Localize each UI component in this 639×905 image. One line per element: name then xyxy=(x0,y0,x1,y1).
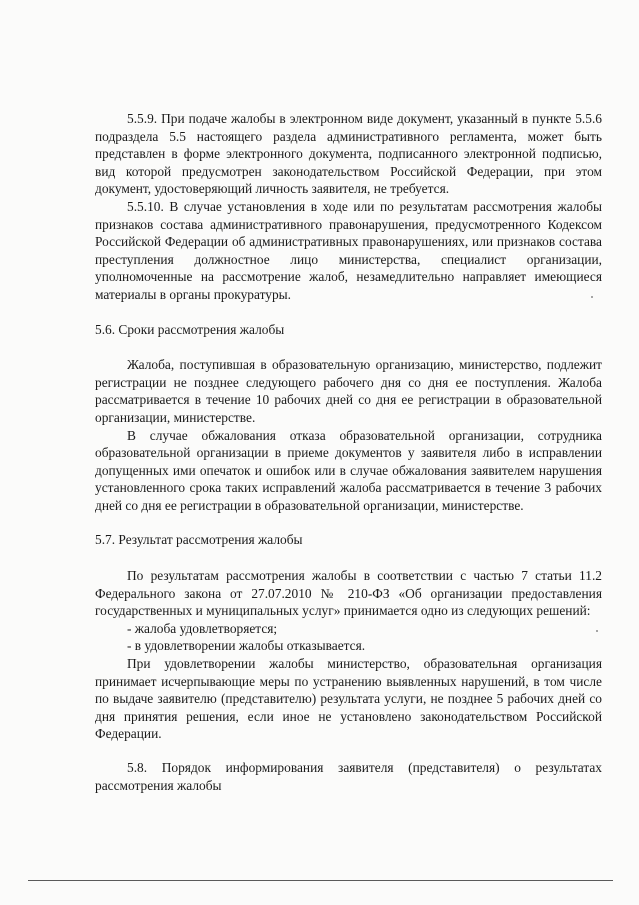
document-body xyxy=(95,110,602,794)
paragraph-5-6-1: Жалоба, поступившая в образовательную организацию, министерство, подлежит регистрации не позднее следующего рабочего дня со дня ее поступления. Жалоба рассматривается в течение 10 рабочих дней со дня ее регистрации в образовательной организации, министерстве. xyxy=(95,357,602,425)
scan-speck xyxy=(591,296,593,298)
paragraph-5-7-1: По результатам рассмотрения жалобы в соответствии с частью 7 статьи 11.2 Федерального закона от 27.07.2010 № 210-ФЗ «Об организации предоставления государственных и муниципальных услуг» принимается одно из следующих решений: xyxy=(95,568,602,619)
spacer xyxy=(95,549,602,567)
scan-speck xyxy=(596,630,598,632)
paragraph-5-5-9: 5.5.9. При подаче жалобы в электронном виде документ, указанный в пункте 5.5.6 подраздела 5.5 настоящего раздела административного регламента, может быть представлен в форме электронного документа, подписанного электронной подписью, вид которой предусмотрен законодательством Российской Федерации, при этом документ, удостоверяющий личность заявителя, не требуется. xyxy=(95,111,602,197)
spacer xyxy=(95,338,602,356)
paragraph-5-7-2: При удовлетворении жалобы министерство, образовательная организация принимает исчерпывающие меры по устранению выявленных нарушений, в том числе по выдаче заявителю (представителю) результата услуги, не позднее 5 рабочих дней со дня принятия решения, если иное не установлено законодательством Российской Федерации. xyxy=(95,656,602,742)
bottom-border-line xyxy=(28,880,613,881)
spacer xyxy=(95,743,602,759)
list-item-2: - в удовлетворении жалобы отказывается. xyxy=(127,638,366,654)
heading-5-8: 5.8. Порядок информирования заявителя (представителя) о результатах рассмотрения жалобы xyxy=(95,760,602,793)
heading-5-7: 5.7. Результат рассмотрения жалобы xyxy=(95,532,303,548)
paragraph-5-5-10: 5.5.10. В случае установления в ходе или по результатам рассмотрения жалобы признаков состава административного правонарушения, предусмотренного Кодексом Российской Федерации об административных правонарушениях, или признаков состава преступления должностное лицо министерства, специалист организации, уполномоченные на рассмотрение жалоб, незамедлительно направляет имеющиеся материалы в органы прокуратуры. xyxy=(95,198,602,302)
heading-5-6: 5.6. Сроки рассмотрения жалобы xyxy=(95,321,285,337)
spacer xyxy=(95,514,602,531)
paragraph-5-6-2: В случае обжалования отказа образовательной организации, сотрудника образовательной организации в приеме документов у заявителя либо в исправлении допущенных ими опечаток и ошибок или в случае обжалования заявителем нарушения установленного срока таких исправлений жалоба рассматривается в течение 3 рабочих дней со дня ее регистрации в образовательной организации, министерстве. xyxy=(95,427,602,513)
spacer xyxy=(95,304,602,321)
list-item-1: - жалоба удовлетворяется; xyxy=(127,620,278,636)
